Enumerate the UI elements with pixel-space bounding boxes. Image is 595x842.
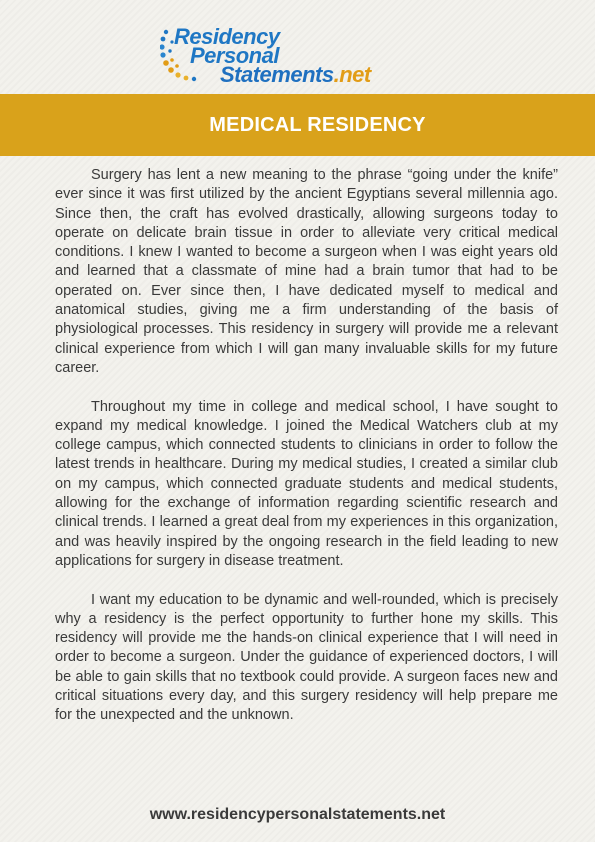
footer-url: www.residencypersonalstatements.net [149, 806, 446, 823]
page-title: MEDICAL RESIDENCY [209, 113, 426, 136]
logo-word-statements: Statements [220, 62, 334, 87]
logo-line-1: Residency [174, 24, 280, 49]
paragraph-3: I want my education to be dynamic and well-rounded, which is precisely why a residency is the perfect opportunity to further hone my skills. This residency will provide me the hands-on clinical experience that I will need in order to become a surgeon. Under the guidance of experienced doctors, I will be able to gain skills that no textbook could provide. A surgeon faces new and critical situations every day, and this surgery residency will help prepare me for the unexpected and the unknown. [55, 591, 558, 724]
logo-tld: .net [333, 62, 371, 87]
logo-line-3 [220, 64, 371, 86]
statement-body [55, 166, 558, 745]
paragraph-1: Surgery has lent a new meaning to the phrase “going under the knife” ever since it was first utilized by the ancient Egyptians several millennia ago. Since then, the craft has evolved drastically, allowing surgeons today to operate on delicate brain tissue in order to alleviate very critical medical conditions. I knew I wanted to become a surgeon when I was eight years old and learned that a classmate of mine had a brain tumor that had to be operated on. Ever since then, I have dedicated myself to medical and anatomical studies, giving me a firm understanding of the basis of physiological processes. This residency in surgery will provide me a relevant clinical experience from which I will gan many invaluable skills for my future career. [55, 167, 558, 376]
title-banner [0, 94, 595, 156]
paragraph-2: Throughout my time in college and medical school, I have sought to expand my medical knowledge. I joined the Medical Watchers club at my college campus, which connected students to clinicians in order to follow the latest trends in healthcare. During my medical studies, I created a similar club on my campus, which connected graduate students and medical students, allowing for the exchange of information regarding scientific research and clinical trends. I learned a great deal from my experiences in this organization, and was heavily inspired by the ongoing research in the field leading to new applications for surgery in disease treatment. [55, 398, 558, 569]
site-logo [160, 22, 430, 88]
logo-line-2: Personal [190, 43, 279, 68]
